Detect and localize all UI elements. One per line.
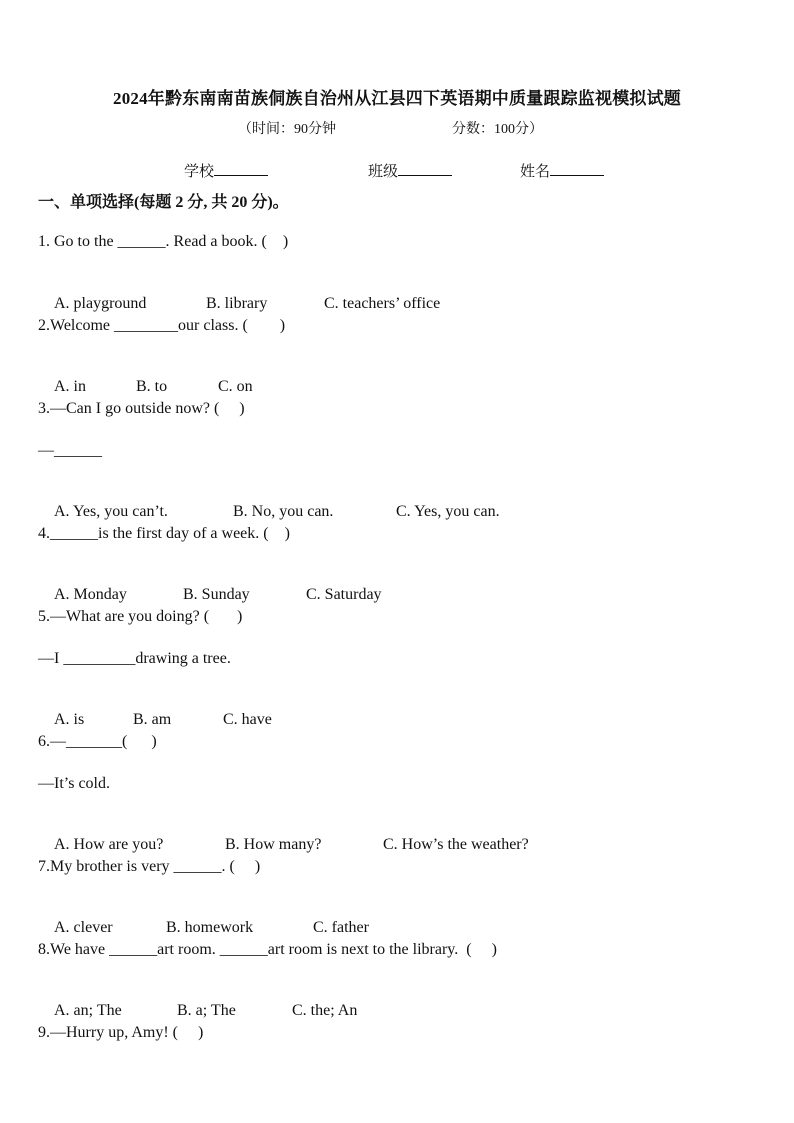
question-stem: 1. Go to the ______. Read a book. ( ) — [38, 233, 289, 250]
school-label: 学校 — [184, 164, 215, 180]
option-b[interactable]: B. How many? — [225, 836, 322, 853]
option-a[interactable]: A. How are you? — [54, 836, 164, 853]
option-b[interactable]: B. No, you can. — [233, 503, 334, 520]
class-field — [368, 160, 452, 181]
section-title: 一、单项选择(每题 2 分, 共 20 分)。 — [38, 194, 289, 211]
school-blank[interactable] — [214, 161, 268, 176]
question-stem: 4.______is the first day of a week. ( ) — [38, 525, 290, 542]
option-a[interactable]: A. Yes, you can’t. — [54, 503, 168, 520]
option-a[interactable]: A. in — [54, 378, 86, 395]
question-answer-line: —I _________drawing a tree. — [38, 650, 231, 667]
question-stem: 7.My brother is very ______. ( ) — [38, 858, 261, 875]
option-a[interactable]: A. clever — [54, 919, 113, 936]
option-b[interactable]: B. library — [206, 295, 268, 312]
name-label: 姓名 — [520, 164, 551, 180]
question-stem: 6.—_______( ) — [38, 733, 157, 750]
school-field — [184, 160, 268, 181]
question-answer-line: —It’s cold. — [38, 775, 110, 792]
question-stem: 2.Welcome ________our class. ( ) — [38, 317, 286, 334]
option-b[interactable]: B. homework — [166, 919, 254, 936]
option-a[interactable]: A. an; The — [54, 1002, 122, 1019]
option-a[interactable]: A. Monday — [54, 586, 127, 603]
class-blank[interactable] — [398, 161, 452, 176]
class-label: 班级 — [368, 164, 399, 180]
option-a[interactable]: A. playground — [54, 295, 147, 312]
question-stem: 3.—Can I go outside now? ( ) — [38, 400, 245, 417]
option-c[interactable]: C. How’s the weather? — [383, 836, 529, 853]
option-b[interactable]: B. a; The — [177, 1002, 236, 1019]
name-field — [520, 160, 604, 181]
option-b[interactable]: B. am — [133, 711, 172, 728]
option-a[interactable]: A. is — [54, 711, 85, 728]
option-c[interactable]: C. father — [313, 919, 369, 936]
page-title: 2024年黔东南南苗族侗族自治州从江县四下英语期中质量跟踪监视模拟试题 — [113, 89, 681, 108]
option-c[interactable]: C. teachers’ office — [324, 295, 441, 312]
option-c[interactable]: C. have — [223, 711, 272, 728]
option-c[interactable]: C. the; An — [292, 1002, 358, 1019]
option-c[interactable]: C. Saturday — [306, 586, 382, 603]
exam-score: 分数：100分） — [452, 122, 543, 137]
option-c[interactable]: C. Yes, you can. — [396, 503, 500, 520]
exam-time: （时间：90分钟 — [238, 122, 336, 137]
option-c[interactable]: C. on — [218, 378, 253, 395]
name-blank[interactable] — [550, 161, 604, 176]
question-answer-line: —______ — [38, 442, 102, 459]
question-stem: 5.—What are you doing? ( ) — [38, 608, 243, 625]
option-b[interactable]: B. Sunday — [183, 586, 250, 603]
question-stem: 9.—Hurry up, Amy! ( ) — [38, 1024, 204, 1041]
option-b[interactable]: B. to — [136, 378, 168, 395]
question-stem: 8.We have ______art room. ______art room is next to the library. ( ) — [38, 941, 497, 958]
